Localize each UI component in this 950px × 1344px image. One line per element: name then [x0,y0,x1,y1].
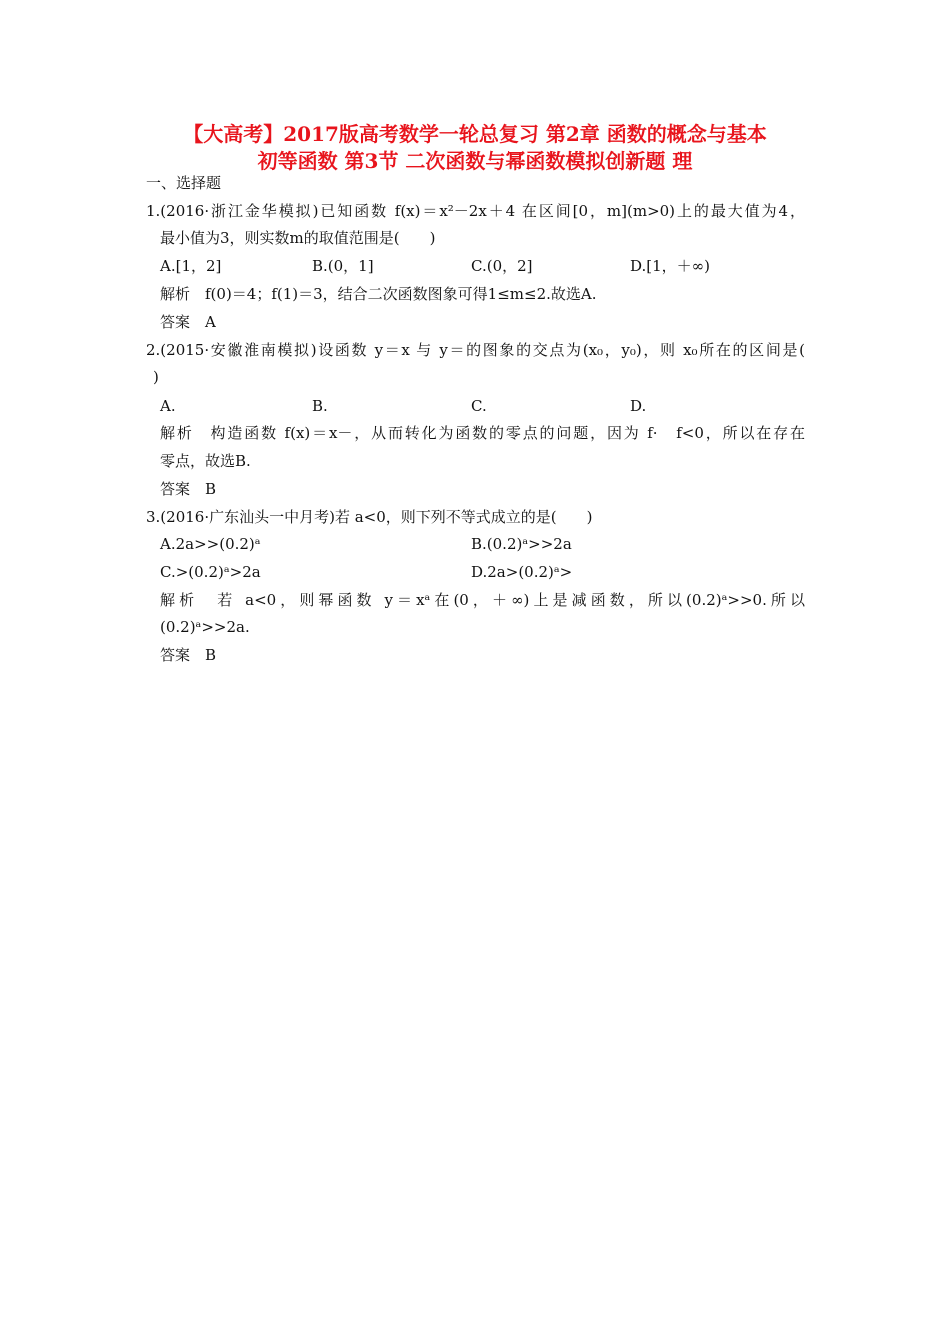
q3-option-a: A.2a>>(0.2)ᵃ [160,535,261,553]
q1-option-c: C.(0，2] [471,257,533,275]
q1-option-d: D.[1，＋∞) [630,257,711,275]
q1-stem-line-1: 1.(2016·浙江金华模拟)已知函数 f(x)＝x²－2x＋4 在区间[0，m](m>0)上的最大值为4， [146,202,805,220]
q2-answer: 答案 B [160,480,217,498]
q2-analysis-line-2: 零点，故选B. [160,452,251,470]
q2-option-c: C. [471,397,487,415]
q1-analysis: 解析 f(0)＝4；f(1)＝3，结合二次函数图象可得1≤m≤2.故选A. [160,285,597,303]
q1-option-a: A.[1，2] [160,257,222,275]
q1-option-b: B.(0，1] [312,257,374,275]
q3-answer: 答案 B [160,646,217,664]
section-heading: 一、选择题 [146,174,222,192]
document-title-line-2: 初等函数 第3节 二次函数与幂函数模拟创新题 理 [257,149,693,173]
q2-analysis-line-1: 解析 构造函数 f(x)＝x－，从而转化为函数的零点的问题，因为 f· f<0，所以在存在 [160,424,805,442]
q3-analysis-line-2: (0.2)ᵃ>>2a. [160,618,250,636]
q3-analysis-line-1: 解析 若 a<0，则幂函数 y＝xᵃ在(0，＋∞)上是减函数，所以(0.2)ᵃ>>0.所以 [160,591,805,609]
q2-option-a: A. [160,397,176,415]
document-title-line-1: 【大高考】2017版高考数学一轮总复习 第2章 函数的概念与基本 [183,122,767,146]
q3-option-d: D.2a>(0.2)ᵃ> [471,563,573,581]
q3-option-c: C.>(0.2)ᵃ>2a [160,563,261,581]
q3-stem: 3.(2016·广东汕头一中月考)若 a<0，则下列不等式成立的是( ) [146,508,593,526]
q2-stem-line-1: 2.(2015·安徽淮南模拟)设函数 y＝x 与 y＝的图象的交点为(x₀，y₀)，则 x₀所在的区间是( [146,341,805,359]
q2-option-d: D. [630,397,647,415]
q2-stem-line-2: ) [153,368,159,386]
q1-stem-line-2: 最小值为3，则实数m的取值范围是( ) [160,229,436,247]
q3-option-b: B.(0.2)ᵃ>>2a [471,535,572,553]
q1-answer: 答案 A [160,313,216,331]
q2-option-b: B. [312,397,328,415]
